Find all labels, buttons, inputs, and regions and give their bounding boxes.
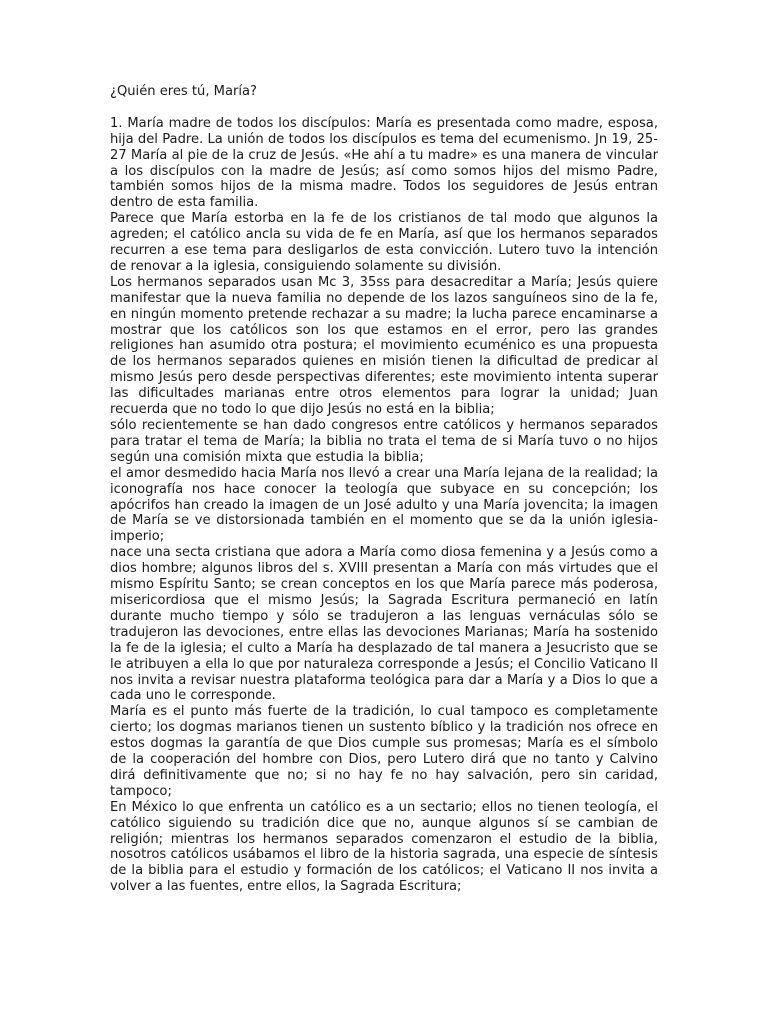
paragraph-6: nace una secta cristiana que adora a María como diosa femenina y a Jesús como a dios hombre; algunos libros del s. XVIII presentan a María con más virtudes que el mismo Espíritu Santo; se crean conceptos en los que María parece más poderosa, misericordiosa que el mismo Jesús; la Sagrada Escritura permaneció en latín durante mucho tiempo y sólo se tradujeron a las lenguas vernáculas sólo se tradujeron las devociones, entre ellas las devociones Marianas; María ha sostenido la fe de la iglesia; el culto a María ha desplazado de tal manera a Jesucristo que se le atribuyen a ella lo que por naturaleza corresponde a Jesús; el Concilio Vaticano II nos invita a revisar nuestra plataforma teológica para dar a María y a Dios lo que a cada uno le corresponde. (110, 545, 658, 704)
paragraph-5: el amor desmedido hacia María nos llevó a crear una María lejana de la realidad; la iconografía nos hace conocer la teología que subyace en su concepción; los apócrifos han creado la imagen de un José adulto y una María jovencita; la imagen de María se ve distorsionada también en el momento que se da la unión iglesia-imperio; (110, 465, 658, 545)
document-title: ¿Quién eres tú, María? (110, 84, 257, 99)
paragraph-3: Los hermanos separados usan Mc 3, 35ss para desacreditar a María; Jesús quiere manifestar que la nueva familia no depende de los lazos sanguíneos sino de la fe, en ningún momento pretende rechazar a su madre; la lucha parece encaminarse a mostrar que los católicos son los que estamos en el error, pero las grandes religiones han asumido otra postura; el movimiento ecuménico es una propuesta de los hermanos separados quienes en misión tienen la dificultad de predicar al mismo Jesús pero desde perspectivas diferentes; este movimiento intenta superar las dificultades marianas entre otros elementos para lograr la unidad; Juan recuerda que no todo lo que dijo Jesús no está en la biblia; (110, 274, 658, 418)
paragraph-7: María es el punto más fuerte de la tradición, lo cual tampoco es completamente cierto; los dogmas marianos tienen un sustento bíblico y la tradición nos ofrece en estos dogmas la garantía de que Dios cumple sus promesas; María es el símbolo de la cooperación del hombre con Dios, pero Lutero dirá que no tanto y Calvino dirá definitivamente que no; si no hay fe no hay salvación, pero sin caridad, tampoco; (110, 704, 658, 799)
paragraph-4: sólo recientemente se han dado congresos entre católicos y hermanos separados para tratar el tema de María; la biblia no trata el tema de si María tuvo o no hijos según una comisión mixta que estudia la biblia; (110, 418, 658, 465)
paragraph-1: 1. María madre de todos los discípulos: María es presentada como madre, esposa, hija del Padre. La unión de todos los discípulos es tema del ecumenismo. Jn 19, 25-27 María al pie de la cruz de Jesús. «He ahí a tu madre» es una manera de vincular a los discípulos con la madre de Jesús; así como somos hijos del mismo Padre, también somos hijos de la misma madre. Todos los seguidores de Jesús entran dentro de esta familia. (110, 115, 658, 211)
document-page (110, 84, 658, 895)
paragraph-8: En México lo que enfrenta un católico es a un sectario; ellos no tienen teología, el católico siguiendo su tradición dice que no, aunque algunos sí se cambian de religión; mientras los hermanos separados comenzaron el estudio de la biblia, nosotros católicos usábamos el libro de la historia sagrada, una especie de síntesis de la biblia para el estudio y formación de los católicos; el Vaticano II nos invita a volver a las fuentes, entre ellos, la Sagrada Escritura; (110, 799, 658, 895)
paragraph-2: Parece que María estorba en la fe de los cristianos de tal modo que algunos la agreden; el católico ancla su vida de fe en María, así que los hermanos separados recurren a ese tema para desligarlos de esta convicción. Lutero tuvo la intención de renovar a la iglesia, consiguiendo solamente su división. (110, 211, 658, 274)
